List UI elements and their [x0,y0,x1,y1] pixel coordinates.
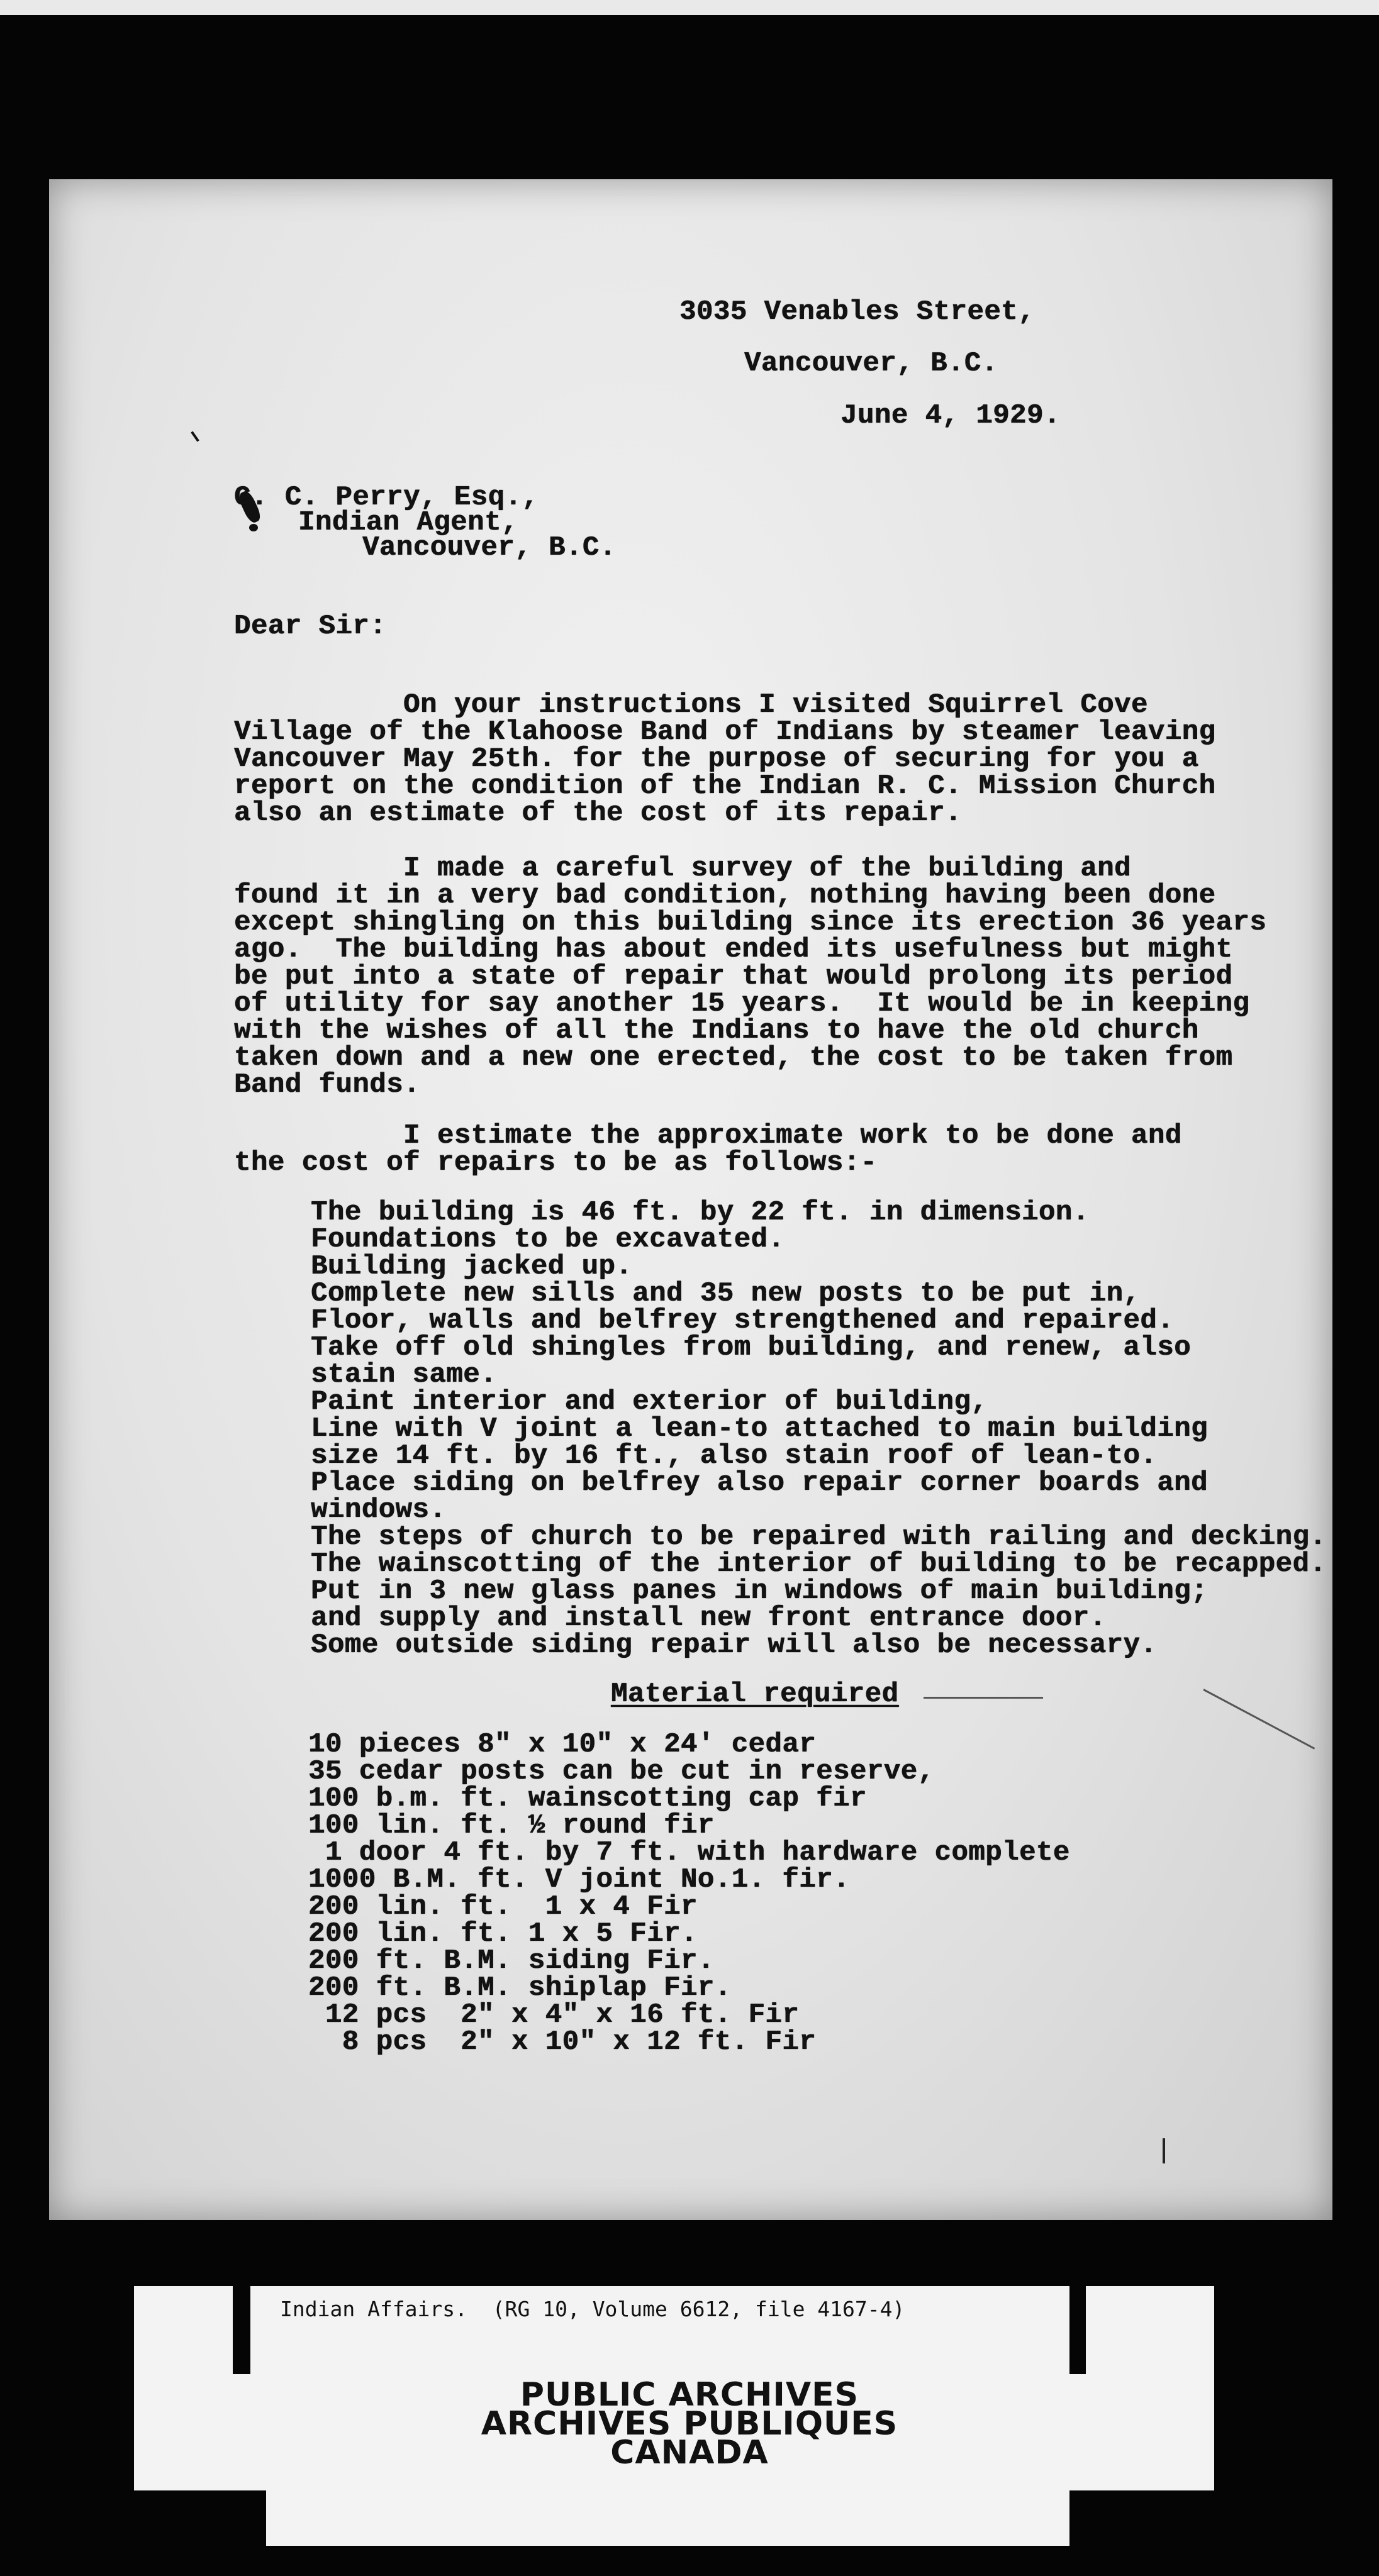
material-item: 100 lin. ft. ½ round fir [308,1810,715,1841]
list-item: The steps of church to be repaired with railing and decking. [311,1521,1327,1553]
text-line: I made a careful survey of the building and [234,853,1131,884]
material-item: 8 pcs 2" x 10" x 12 ft. Fir [308,2026,817,2058]
sender-city: Vancouver, B.C. [744,348,998,379]
ink-blot-dot [249,524,258,531]
text-line: the cost of repairs to be as follows:- [234,1147,878,1179]
list-item: windows. [311,1494,447,1526]
letter-page [49,179,1332,2220]
text-line: be put into a state of repair that would prolong its period [234,961,1233,992]
stray-pencil-line [924,1697,1043,1699]
material-item: 200 lin. ft. 1 x 5 Fir. [308,1918,698,1950]
text-line: Band funds. [234,1069,420,1101]
stray-pencil-line [1203,1689,1315,1750]
list-item: Line with V joint a lean-to attached to main building [311,1413,1208,1445]
material-item: 200 ft. B.M. shiplap Fir. [308,1972,732,2004]
list-item: Put in 3 new glass panes in windows of main building; [311,1575,1208,1607]
list-item: Foundations to be excavated. [311,1224,785,1255]
recipient-title: Indian Agent, [298,507,518,538]
list-item: Paint interior and exterior of building, [311,1386,988,1418]
list-item: Floor, walls and belfrey strengthened and repaired. [311,1305,1175,1336]
text-line: found it in a very bad condition, nothing having been done [234,880,1216,911]
list-item: and supply and install new front entrance door. [311,1602,1107,1634]
text-line: of utility for say another 15 years. It would be in keeping [234,988,1250,1019]
scan-top-edge [0,0,1379,15]
material-item: 200 lin. ft. 1 x 4 Fir [308,1891,698,1923]
text-line: I estimate the approximate work to be done and [234,1120,1182,1152]
material-item: 1 door 4 ft. by 7 ft. with hardware complete [308,1837,1070,1868]
list-item: Building jacked up. [311,1251,633,1282]
material-item: 100 b.m. ft. wainscotting cap fir [308,1783,867,1814]
label-lower-tab [266,2490,1069,2546]
list-item: size 14 ft. by 16 ft., also stain roof of lean-to. [311,1440,1158,1472]
materials-list [308,1731,1070,2056]
text-line: report on the condition of the Indian R. C. Mission Church [234,770,1216,802]
background-edge [1069,2490,1214,2576]
salutation: Dear Sir: [234,611,387,642]
label-shadow [233,2286,250,2374]
stamp-line-3: CANADA [610,2434,769,2472]
material-item: 1000 B.M. ft. V joint No.1. fir. [308,1864,850,1896]
list-item: The wainscotting of the interior of building to be recapped. [311,1548,1327,1580]
material-heading: Material required [611,1679,899,1710]
text-line: with the wishes of all the Indians to have the old church [234,1015,1199,1046]
work-items-list [311,1199,1326,1659]
list-item: The building is 46 ft. by 22 ft. in dimension. [311,1197,1090,1228]
label-shadow [1069,2286,1086,2374]
paragraph-3 [234,1120,1182,1179]
stamp-line-2: ARCHIVES PUBLIQUES [481,2405,898,2443]
list-item: Place siding on belfrey also repair corner boards and [311,1467,1208,1499]
text-line: except shingling on this building since its erection 36 years [234,907,1267,938]
recipient-name: C. C. Perry, Esq., [234,482,539,513]
list-item: Take off old shingles from building, and renew, also [311,1332,1192,1363]
material-item: 10 pieces 8" x 10" x 24' cedar [308,1729,817,1760]
sender-street: 3035 Venables Street, [679,296,1035,328]
text-line: taken down and a new one erected, the cost to be taken from [234,1042,1233,1074]
paragraph-1 [234,689,1216,829]
material-item: 35 cedar posts can be cut in reserve, [308,1756,935,1787]
background-edge [134,2490,266,2576]
list-item: Some outside siding repair will also be necessary. [311,1629,1158,1661]
material-item: 12 pcs 2" x 4" x 16 ft. Fir [308,1999,800,2031]
list-item: stain same. [311,1359,497,1391]
paragraph-2 [234,855,1266,1099]
text-line: Vancouver May 25th. for the purpose of securing for you a [234,743,1199,775]
text-line: Village of the Klahoose Band of Indians by steamer leaving [234,716,1216,748]
text-line: ago. The building has about ended its usefulness but might [234,934,1233,965]
archive-reference: Indian Affairs. (RG 10, Volume 6612, file 4167-4) [280,2297,905,2321]
stamp-line-1: PUBLIC ARCHIVES [520,2376,859,2414]
text-line: On your instructions I visited Squirrel Cove [234,689,1148,721]
material-item: 200 ft. B.M. siding Fir. [308,1945,715,1977]
letter-date: June 4, 1929. [840,400,1061,431]
margin-mark [1163,2138,1165,2163]
margin-mark [191,431,199,441]
list-item: Complete new sills and 35 new posts to be put in, [311,1278,1141,1309]
text-line: also an estimate of the cost of its repair. [234,797,962,829]
recipient-city: Vancouver, B.C. [362,532,617,564]
